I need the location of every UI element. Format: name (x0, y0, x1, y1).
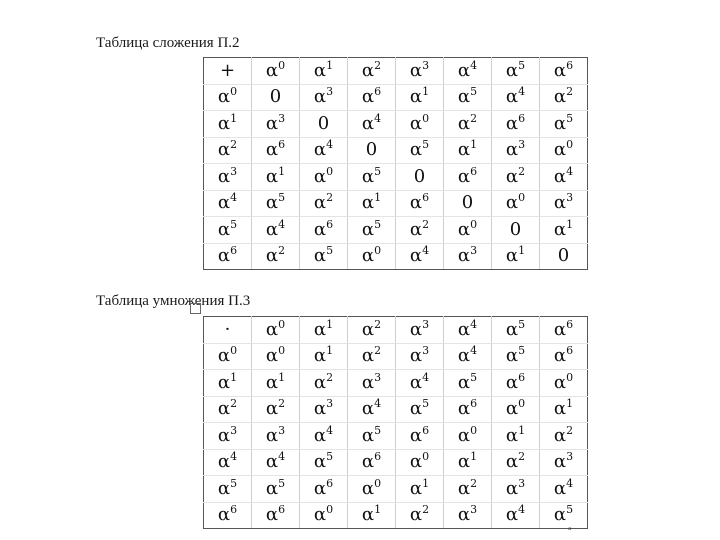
table-cell: $\alpha^4$ (300, 137, 348, 164)
header-cell: $\alpha^3$ (204, 423, 252, 450)
header-cell: $\alpha^6$ (204, 243, 252, 270)
header-cell: $\alpha^5$ (492, 317, 540, 344)
table-cell: $\alpha^6$ (540, 343, 588, 370)
table-row (204, 370, 588, 397)
table-cell: $\alpha^5$ (252, 476, 300, 503)
table-cell: $\alpha^2$ (252, 243, 300, 270)
table-row (204, 449, 588, 476)
header-cell: $\alpha^1$ (204, 111, 252, 138)
table-row (204, 58, 588, 85)
header-cell: $\alpha^4$ (204, 190, 252, 217)
table-cell: $\alpha^5$ (444, 370, 492, 397)
table-cell: $\alpha^0$ (300, 164, 348, 191)
header-cell: $\alpha^4$ (204, 449, 252, 476)
table-cell: $\alpha^5$ (300, 243, 348, 270)
table-cell: $\alpha^2$ (396, 502, 444, 529)
header-cell: $\alpha^2$ (348, 58, 396, 85)
table-cell: $\alpha^5$ (348, 164, 396, 191)
table-row (204, 476, 588, 503)
multiplication-table (203, 316, 588, 529)
header-cell: $\alpha^1$ (300, 58, 348, 85)
header-cell: + (204, 58, 252, 85)
table-cell: 0 (492, 217, 540, 244)
header-cell: $\alpha^0$ (252, 317, 300, 344)
table-cell: $\alpha^4$ (252, 217, 300, 244)
table-cell: $\alpha^4$ (492, 84, 540, 111)
table-row (204, 423, 588, 450)
table-cell: $\alpha^2$ (444, 111, 492, 138)
table-cell: $\alpha^1$ (444, 449, 492, 476)
page-corner-mark: ▫ (568, 524, 572, 535)
table-cell: $\alpha^6$ (348, 449, 396, 476)
table-row (204, 502, 588, 529)
table-cell: $\alpha^4$ (540, 164, 588, 191)
table-cell: $\alpha^5$ (348, 423, 396, 450)
table-cell: $\alpha^2$ (444, 476, 492, 503)
table-cell: $\alpha^0$ (252, 343, 300, 370)
table-row (204, 243, 588, 270)
object-anchor-icon (190, 303, 201, 314)
header-cell: $\alpha^4$ (444, 58, 492, 85)
header-cell: $\alpha^1$ (204, 370, 252, 397)
table-cell: $\alpha^3$ (300, 396, 348, 423)
table-cell: $\alpha^1$ (492, 243, 540, 270)
table-cell: $\alpha^2$ (540, 84, 588, 111)
table-cell: $\alpha^4$ (348, 396, 396, 423)
addition-table (203, 57, 588, 270)
table-cell: $\alpha^5$ (300, 449, 348, 476)
table-cell: $\alpha^3$ (348, 370, 396, 397)
table-cell: $\alpha^4$ (492, 502, 540, 529)
header-cell: $\alpha^3$ (204, 164, 252, 191)
table-cell: $\alpha^1$ (540, 396, 588, 423)
table-cell: $\alpha^0$ (540, 137, 588, 164)
table-row (204, 190, 588, 217)
table-cell: $\alpha^0$ (492, 396, 540, 423)
table-cell: $\alpha^0$ (348, 476, 396, 503)
table-cell: $\alpha^6$ (492, 111, 540, 138)
header-cell: $\alpha^6$ (540, 317, 588, 344)
header-cell: $\alpha^3$ (396, 317, 444, 344)
table-row (204, 84, 588, 111)
header-cell: $\alpha^0$ (252, 58, 300, 85)
table-cell: 0 (252, 84, 300, 111)
table-cell: $\alpha^4$ (396, 243, 444, 270)
table-cell: $\alpha^5$ (540, 502, 588, 529)
table-cell: $\alpha^3$ (396, 343, 444, 370)
table-cell: $\alpha^1$ (444, 137, 492, 164)
table-cell: $\alpha^3$ (444, 502, 492, 529)
table-cell: $\alpha^6$ (396, 190, 444, 217)
table-cell: $\alpha^0$ (540, 370, 588, 397)
table-cell: $\alpha^3$ (492, 137, 540, 164)
header-cell: $\alpha^5$ (492, 58, 540, 85)
table-cell: $\alpha^1$ (348, 502, 396, 529)
table-cell: $\alpha^4$ (300, 423, 348, 450)
table-cell: $\alpha^2$ (396, 217, 444, 244)
header-cell: $\alpha^1$ (300, 317, 348, 344)
table-cell: $\alpha^1$ (492, 423, 540, 450)
header-cell: $\alpha^4$ (444, 317, 492, 344)
table-cell: $\alpha^5$ (396, 137, 444, 164)
header-cell: $\alpha^6$ (204, 502, 252, 529)
table-cell: $\alpha^0$ (396, 449, 444, 476)
table-row (204, 317, 588, 344)
table-cell: $\alpha^5$ (252, 190, 300, 217)
header-cell: $\alpha^5$ (204, 476, 252, 503)
table-cell: $\alpha^3$ (540, 449, 588, 476)
table-cell: $\alpha^3$ (492, 476, 540, 503)
table-cell: $\alpha^5$ (348, 217, 396, 244)
addition-table-caption: Таблица сложения П.2 (96, 35, 240, 51)
table-cell: $\alpha^1$ (348, 190, 396, 217)
table-row (204, 164, 588, 191)
table-cell: $\alpha^4$ (540, 476, 588, 503)
table-cell: $\alpha^3$ (444, 243, 492, 270)
table-cell: $\alpha^0$ (396, 111, 444, 138)
table-cell: $\alpha^1$ (396, 476, 444, 503)
table-cell: $\alpha^6$ (252, 502, 300, 529)
table-cell: $\alpha^4$ (252, 449, 300, 476)
header-cell: $\alpha^3$ (396, 58, 444, 85)
table-cell: $\alpha^1$ (252, 164, 300, 191)
table-cell: $\alpha^4$ (444, 343, 492, 370)
table-cell: $\alpha^3$ (252, 111, 300, 138)
table-cell: $\alpha^2$ (252, 396, 300, 423)
table-cell: $\alpha^6$ (300, 217, 348, 244)
table-cell: $\alpha^5$ (396, 396, 444, 423)
header-cell: $\alpha^5$ (204, 217, 252, 244)
table-cell: $\alpha^0$ (348, 243, 396, 270)
table-row (204, 137, 588, 164)
header-cell: $\alpha^0$ (204, 84, 252, 111)
table-row (204, 111, 588, 138)
table-cell: $\alpha^3$ (540, 190, 588, 217)
header-cell: $\alpha^0$ (204, 343, 252, 370)
table-cell: $\alpha^5$ (444, 84, 492, 111)
table-cell: $\alpha^1$ (396, 84, 444, 111)
table-cell: $\alpha^2$ (540, 423, 588, 450)
table-cell: 0 (300, 111, 348, 138)
table-cell: $\alpha^2$ (300, 370, 348, 397)
header-cell: $\alpha^2$ (204, 396, 252, 423)
table-row (204, 343, 588, 370)
table-cell: $\alpha^6$ (348, 84, 396, 111)
table-row (204, 217, 588, 244)
table-cell: $\alpha^3$ (252, 423, 300, 450)
table-cell: $\alpha^6$ (396, 423, 444, 450)
header-cell: $\alpha^2$ (348, 317, 396, 344)
table-cell: $\alpha^6$ (444, 396, 492, 423)
table-cell: $\alpha^2$ (300, 190, 348, 217)
table-cell: $\alpha^0$ (444, 423, 492, 450)
table-cell: $\alpha^6$ (444, 164, 492, 191)
table-cell: $\alpha^0$ (492, 190, 540, 217)
table-cell: $\alpha^4$ (396, 370, 444, 397)
table-cell: $\alpha^3$ (300, 84, 348, 111)
header-cell: $\alpha^2$ (204, 137, 252, 164)
table-cell: $\alpha^2$ (492, 449, 540, 476)
table-cell: $\alpha^1$ (300, 343, 348, 370)
table-cell: $\alpha^0$ (300, 502, 348, 529)
table-cell: 0 (444, 190, 492, 217)
table-cell: 0 (348, 137, 396, 164)
table-cell: $\alpha^6$ (252, 137, 300, 164)
table-cell: $\alpha^2$ (348, 343, 396, 370)
header-cell: · (204, 317, 252, 344)
multiplication-table-caption: Таблица умножения П.3 (96, 293, 251, 309)
table-cell: $\alpha^6$ (492, 370, 540, 397)
table-cell: 0 (540, 243, 588, 270)
table-cell: $\alpha^5$ (540, 111, 588, 138)
header-cell: $\alpha^6$ (540, 58, 588, 85)
table-cell: $\alpha^0$ (444, 217, 492, 244)
table-cell: $\alpha^5$ (492, 343, 540, 370)
table-cell: $\alpha^6$ (300, 476, 348, 503)
table-cell: $\alpha^2$ (492, 164, 540, 191)
table-row (204, 396, 588, 423)
table-cell: 0 (396, 164, 444, 191)
table-cell: $\alpha^1$ (540, 217, 588, 244)
table-cell: $\alpha^4$ (348, 111, 396, 138)
table-cell: $\alpha^1$ (252, 370, 300, 397)
